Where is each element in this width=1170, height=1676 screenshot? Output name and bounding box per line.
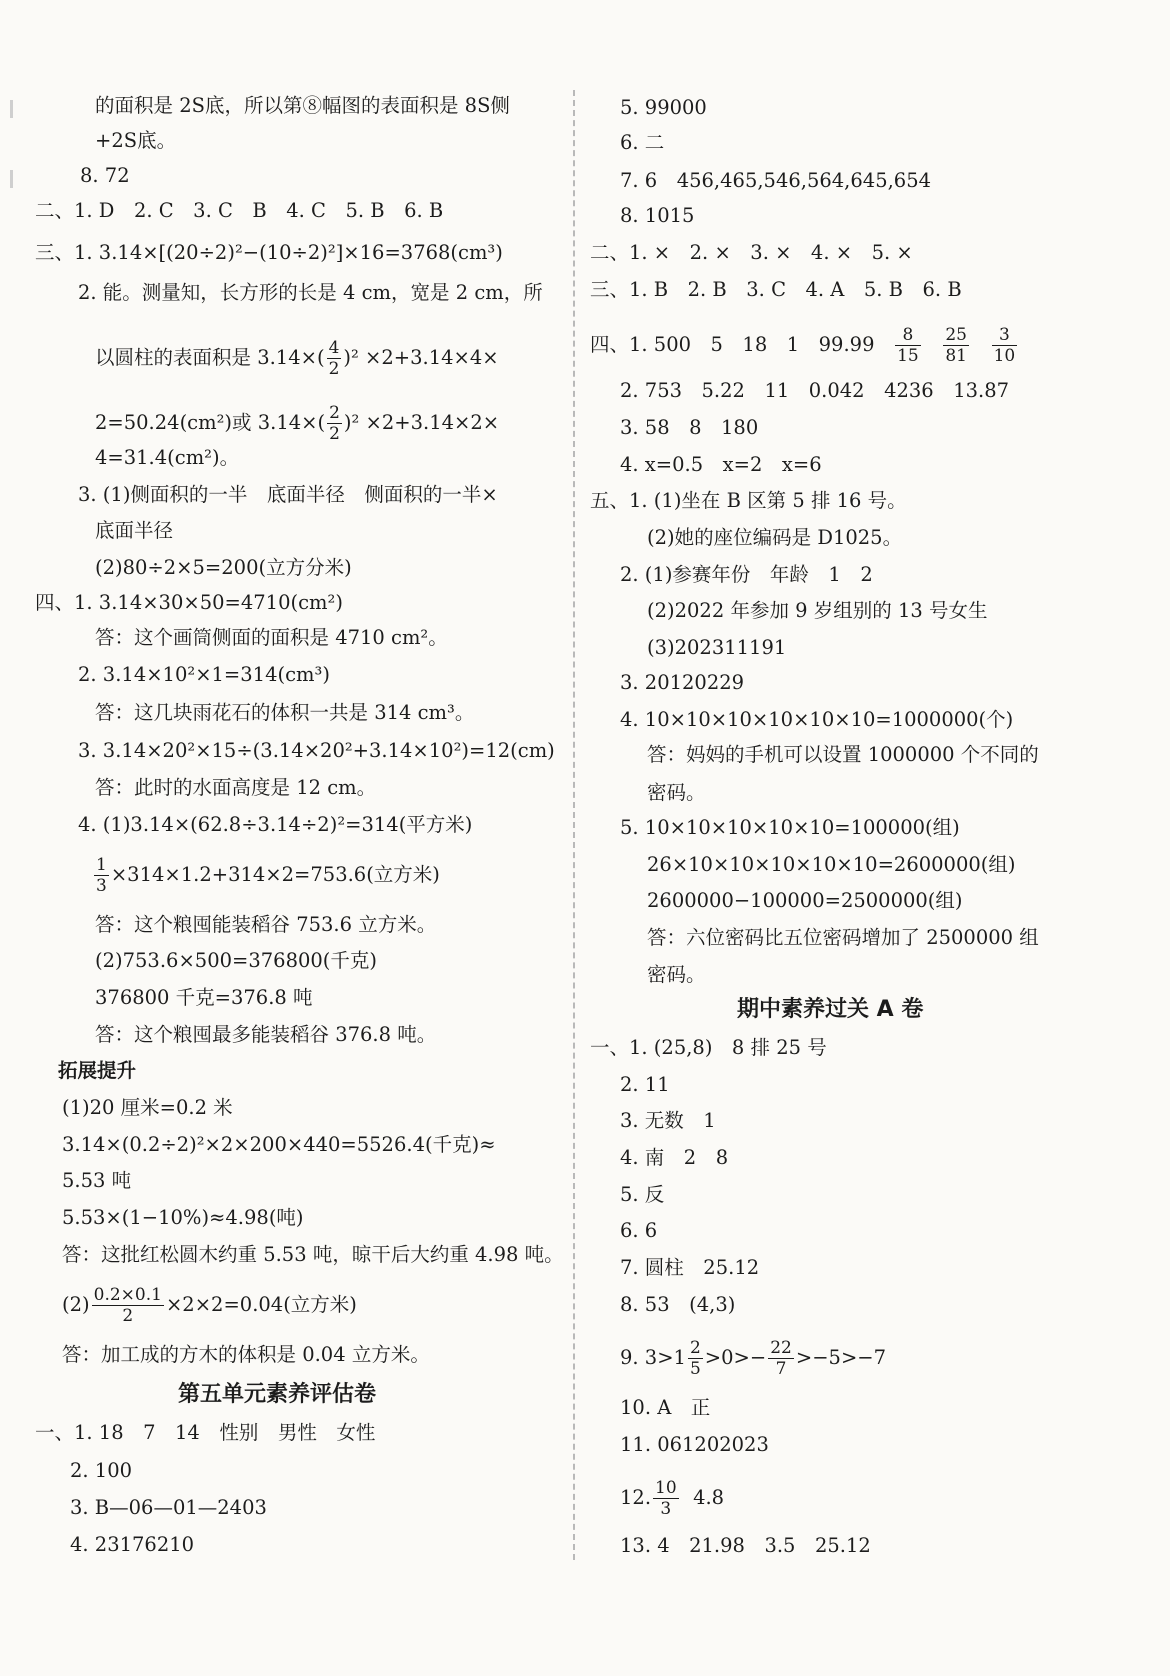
answer-line: 答：这个粮囤能装稻谷 753.6 立方米。 (95, 913, 437, 936)
text-segment: ×314×1.2+314×2=753.6(立方米) (110, 863, 440, 886)
fraction (653, 1478, 679, 1519)
answer-line: 5.53 吨 (62, 1169, 132, 1192)
fraction (768, 1338, 794, 1379)
answer-line: 四、1. 3.14×30×50=4710(cm²) (35, 591, 343, 614)
text-segment: )² ×2+3.14×2× (343, 411, 500, 434)
answer-line: 5. 反 (620, 1183, 665, 1206)
answer-line: 2. 11 (620, 1073, 670, 1096)
answer-line: 4. x=0.5 x=2 x=6 (620, 453, 822, 476)
text-segment: 4.8 (693, 1486, 725, 1509)
answer-line-with-fractions (590, 325, 1019, 366)
fraction-numerator: 25 (945, 325, 967, 345)
answer-line: 4. (1)3.14×(62.8÷3.14÷2)²=314(平方米) (78, 813, 473, 836)
answer-line: 8. 72 (80, 164, 130, 187)
answer-line: 11. 061202023 (620, 1433, 769, 1456)
answer-line: 3. 3.14×20²×15÷(3.14×20²+3.14×10²)=12(cm) (78, 739, 555, 762)
answer-line: (2)2022 年参加 9 岁组别的 13 号女生 (647, 599, 988, 622)
answer-line: 7. 圆柱 25.12 (620, 1256, 760, 1279)
answer-line: 7. 6 456,465,546,564,645,654 (620, 169, 932, 192)
text-segment: )² ×2+3.14×4× (343, 346, 499, 369)
text-segment: 四、1. 500 5 18 1 99.99 (590, 333, 875, 356)
answer-line: (2)80÷2×5=200(立方分米) (95, 556, 352, 579)
fraction-numerator: 2 (329, 403, 340, 423)
answer-line: 答：这个粮囤最多能装稻谷 376.8 吨。 (95, 1023, 437, 1046)
answer-line: 13. 4 21.98 3.5 25.12 (620, 1534, 871, 1557)
answer-line: 3. (1)侧面积的一半 底面半径 侧面积的一半× (78, 483, 498, 506)
answer-line: 4. 10×10×10×10×10×10=1000000(个) (620, 708, 1014, 731)
answer-line: 答：妈妈的手机可以设置 1000000 个不同的 (647, 743, 1039, 766)
answer-line: 二、1. × 2. × 3. × 4. × 5. × (590, 241, 913, 264)
answer-line: +2S底。 (95, 129, 177, 152)
answer-line: 8. 1015 (620, 204, 695, 227)
answer-line: 密码。 (647, 963, 706, 986)
answer-line: (3)202311191 (647, 636, 787, 659)
fraction-denominator: 2 (328, 359, 340, 379)
answer-line: 4. 23176210 (70, 1533, 195, 1556)
section-heading: 拓展提升 (58, 1059, 137, 1082)
fraction (992, 325, 1018, 366)
text-segment: (2) (62, 1293, 90, 1316)
answer-line: 4=31.4(cm²)。 (95, 446, 240, 469)
answer-line-with-fractions (620, 1338, 886, 1379)
answer-line: 密码。 (647, 781, 706, 804)
answer-line: 3. 58 8 180 (620, 416, 759, 439)
fraction (895, 325, 921, 366)
fraction-numerator: 2 (689, 1338, 701, 1358)
text-segment: 12. (620, 1486, 652, 1509)
fraction-denominator: 2 (122, 1306, 134, 1326)
answer-line: 4. 南 2 8 (620, 1146, 729, 1169)
column-divider (573, 90, 575, 1560)
answer-line: 3. 20120229 (620, 671, 745, 694)
fraction-numerator: 0.2×0.1 (93, 1285, 162, 1305)
fraction-denominator: 15 (897, 346, 919, 366)
answer-line: 6. 二 (620, 131, 665, 154)
fraction-denominator: 7 (775, 1359, 787, 1379)
fraction-denominator: 5 (689, 1359, 701, 1379)
text-segment: >0>− (704, 1346, 767, 1369)
answer-line: 3. 无数 1 (620, 1109, 716, 1132)
answer-line: (2)她的座位编码是 D1025。 (647, 526, 903, 549)
answer-line: 2600000−100000=2500000(组) (647, 889, 963, 912)
fraction-denominator: 2 (329, 424, 340, 444)
fraction-numerator: 8 (895, 325, 921, 346)
answer-line: 2. 3.14×10²×1=314(cm³) (78, 663, 330, 686)
answer-line: 三、1. B 2. B 3. C 4. A 5. B 6. B (590, 278, 962, 301)
answer-line: 6. 6 (620, 1219, 658, 1242)
answer-line: 2. 能。测量知，长方形的长是 4 cm，宽是 2 cm，所 (78, 281, 543, 304)
text-segment: 以圆柱的表面积是 3.14×( (95, 346, 325, 369)
answer-line: 答：六位密码比五位密码增加了 2500000 组 (647, 926, 1039, 949)
unit-title: 第五单元素养评估卷 (178, 1382, 377, 1407)
answer-line: (2)753.6×500=376800(千克) (95, 949, 377, 972)
answer-line: 2. 100 (70, 1459, 133, 1482)
fraction-denominator: 10 (993, 346, 1016, 366)
answer-line: 10. A 正 (620, 1396, 711, 1419)
answer-line: 答：此时的水面高度是 12 cm。 (95, 776, 377, 799)
fraction (92, 1285, 164, 1326)
answer-line: 五、1. (1)坐在 B 区第 5 排 16 号。 (590, 489, 907, 512)
unit-title: 期中素养过关 A 卷 (737, 997, 924, 1022)
fraction-numerator: 22 (770, 1338, 792, 1358)
answer-line: 一、1. (25,8) 8 排 25 号 (590, 1036, 827, 1059)
fraction (943, 325, 969, 366)
answer-line: 答：这个画筒侧面的面积是 4710 cm²。 (95, 626, 448, 649)
answer-line-with-fraction (92, 855, 440, 896)
answer-line: 答：这几块雨花石的体积一共是 314 cm³。 (95, 701, 475, 724)
answer-line: 2. (1)参赛年份 年龄 1 2 (620, 563, 873, 586)
fraction-numerator: 4 (328, 338, 340, 358)
text-segment: ×2×2=0.04(立方米) (165, 1293, 357, 1316)
fraction (327, 403, 342, 444)
text-segment: 2=50.24(cm²)或 3.14×( (95, 411, 326, 434)
answer-line-with-fraction (62, 1285, 357, 1326)
answer-line: 5.53×(1−10%)≈4.98(吨) (62, 1206, 304, 1229)
text-segment: 9. 3>1 (620, 1346, 686, 1369)
fraction-denominator: 81 (945, 346, 967, 366)
scan-edge-mark (10, 100, 13, 118)
answer-line: 答：加工成的方木的体积是 0.04 立方米。 (62, 1343, 430, 1366)
answer-line: (1)20 厘米=0.2 米 (62, 1096, 233, 1119)
answer-line: 底面半径 (95, 519, 174, 542)
answer-line: 2. 753 5.22 11 0.042 4236 13.87 (620, 379, 1010, 402)
answer-line: 答：这批红松圆木约重 5.53 吨，晾干后大约重 4.98 吨。 (62, 1243, 564, 1266)
text-segment: >−5>−7 (795, 1346, 887, 1369)
scan-edge-mark (10, 170, 13, 188)
answer-line: 三、1. 3.14×[(20÷2)²−(10÷2)²]×16=3768(cm³) (35, 241, 503, 264)
fraction (688, 1338, 703, 1379)
answer-line: 二、1. D 2. C 3. C B 4. C 5. B 6. B (35, 199, 444, 222)
fraction (94, 855, 109, 896)
answer-line-with-fraction (620, 1478, 724, 1519)
fraction-numerator: 1 (96, 855, 107, 875)
fraction-numerator: 10 (655, 1478, 677, 1498)
answer-line: 的面积是 2S底，所以第⑧幅图的表面积是 8S侧 (95, 94, 510, 117)
fraction-denominator: 3 (96, 876, 107, 896)
fraction-denominator: 3 (660, 1499, 672, 1519)
answer-line-with-fraction (95, 338, 499, 379)
answer-line: 5. 99000 (620, 96, 707, 119)
answer-line: 5. 10×10×10×10×10=100000(组) (620, 816, 960, 839)
answer-line: 26×10×10×10×10×10=2600000(组) (647, 853, 1016, 876)
answer-line: 8. 53 (4,3) (620, 1293, 736, 1316)
answer-line: 3.14×(0.2÷2)²×2×200×440=5526.4(千克)≈ (62, 1133, 496, 1156)
fraction-numerator: 3 (992, 325, 1018, 346)
answer-line: 3. B—06—01—2403 (70, 1496, 267, 1519)
answer-line-with-fraction (95, 403, 499, 444)
fraction (327, 338, 342, 379)
answer-line: 一、1. 18 7 14 性别 男性 女性 (35, 1421, 376, 1444)
answer-line: 376800 千克=376.8 吨 (95, 986, 313, 1009)
